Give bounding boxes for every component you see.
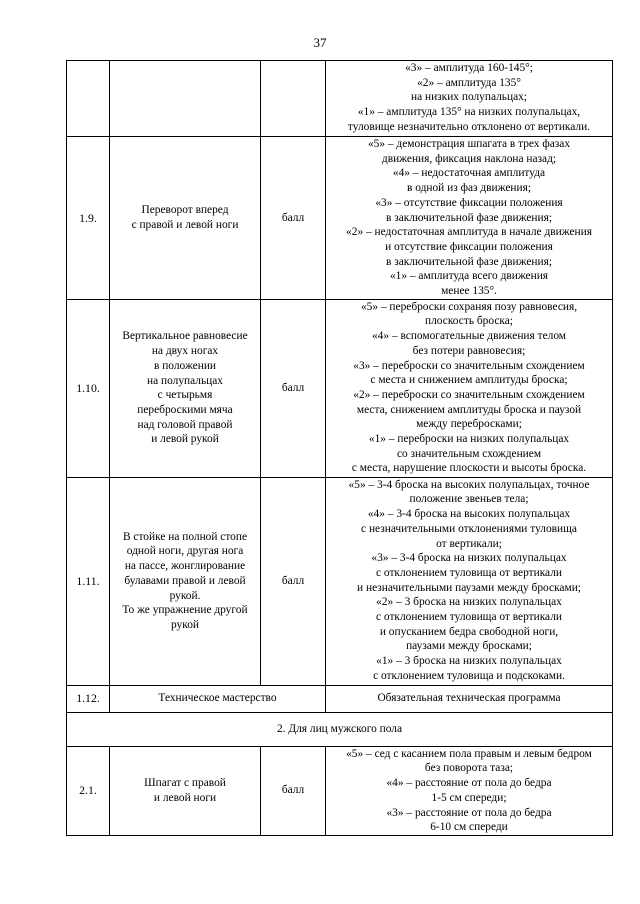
criteria-line: на низких полупальцах; — [410, 91, 528, 104]
unit-cell — [261, 61, 326, 137]
table-row-technical-mastery — [67, 685, 613, 712]
criteria-line: без потери равновесия; — [412, 344, 526, 357]
criteria-line: «4» – расстояние от пола до бедра — [386, 777, 552, 790]
criteria-line: «5» – 3-4 броска на высоких полупальцах, точное — [348, 478, 590, 491]
criteria-line: положение звеньев тела; — [409, 493, 529, 506]
norms-table-body — [67, 61, 613, 836]
criteria-line: «5» – переброски сохраняя позу равновесия, — [360, 300, 578, 313]
criteria-line: «4» – недостаточная амплитуда — [392, 167, 546, 180]
exercise-name: Переворот вперед с правой и левой ноги — [110, 137, 261, 300]
criteria-line: менее 135°. — [441, 285, 497, 298]
unit-cell: балл — [261, 746, 326, 835]
criteria-cell — [326, 299, 613, 477]
criteria-line: с места, нарушение плоскости и высоты броска. — [351, 462, 587, 475]
criteria-line: места, снижением амплитуды броска и паузой — [356, 403, 582, 416]
row-number: 1.10. — [67, 299, 110, 477]
criteria-line: паузами между бросками; — [406, 640, 532, 653]
table-row — [67, 61, 613, 137]
row-number: 1.12. — [67, 685, 110, 712]
criteria-line: плоскость броска; — [425, 315, 513, 328]
table-row — [67, 746, 613, 835]
criteria-line: с незначительными отклонениями туловища — [361, 522, 577, 535]
criteria-line: и отсутствие фиксации положения — [385, 240, 553, 253]
criteria-line: и опусканием бедра свободной ноги, — [379, 625, 559, 638]
criteria-line: между перебросками; — [416, 418, 522, 431]
criteria-line: без поворота таза; — [424, 762, 514, 775]
criteria-line: «1» – амплитуда всего движения — [389, 270, 549, 283]
exercise-name: Шпагат с правой и левой ноги — [110, 746, 261, 835]
criteria-cell — [326, 61, 613, 137]
table-row — [67, 299, 613, 477]
criteria-line: «2» – переброски со значительным схождением — [353, 388, 585, 401]
unit-cell: балл — [261, 137, 326, 300]
exercise-name: В стойке на полной стопе одной ноги, другая нога на пассе, жонглирование булавами правой и левой рукой. То же упражнение другой рукой — [110, 477, 261, 685]
criteria-line: «1» – переброски на низких полупальцах — [368, 433, 570, 446]
section-title: 2. Для лиц мужского пола — [67, 712, 613, 746]
table-row — [67, 137, 613, 300]
criteria-line: с отклонением туловища от вертикали — [376, 566, 562, 579]
criteria-cell — [326, 746, 613, 835]
criteria-line: с отклонением туловища от вертикали — [376, 611, 562, 624]
criteria-line: «2» – амплитуда 135° — [417, 76, 521, 89]
criteria-line: со значительным схождением — [396, 447, 542, 460]
criteria-line: «3» – переброски со значительным схождением — [353, 359, 585, 372]
criteria-line: туловище незначительно отклонено от вертикали. — [347, 120, 591, 133]
criteria-line: с места и снижением амплитуды броска; — [370, 374, 568, 387]
unit-cell: балл — [261, 299, 326, 477]
criteria-line: «2» – 3 броска на низких полупальцах — [376, 596, 562, 609]
criteria-line: «3» – 3-4 броска на низких полупальцах — [371, 552, 567, 565]
criteria-cell — [326, 137, 613, 300]
unit-cell: балл — [261, 477, 326, 685]
criteria-cell: Обязательная техническая программа — [326, 685, 613, 712]
norms-table — [66, 60, 613, 836]
criteria-line: и незначительными паузами между бросками; — [357, 581, 581, 594]
criteria-line: в заключительной фазе движения; — [385, 255, 553, 268]
criteria-line: 6-10 см спереди — [430, 821, 508, 834]
criteria-line: от вертикали; — [436, 537, 502, 550]
criteria-line: «4» – вспомогательные движения телом — [371, 330, 567, 343]
criteria-line: 1-5 см спереди; — [431, 791, 507, 804]
criteria-line: «3» – расстояние от пола до бедра — [386, 806, 552, 819]
criteria-line: «2» – недостаточная амплитуда в начале движения — [346, 226, 592, 239]
criteria-cell — [326, 477, 613, 685]
criteria-line: в заключительной фазе движения; — [385, 211, 553, 224]
row-number: 1.11. — [67, 477, 110, 685]
criteria-line: «1» – 3 броска на низких полупальцах — [376, 655, 562, 668]
exercise-name: Техническое мастерство — [110, 685, 326, 712]
section-header-row — [67, 712, 613, 746]
row-number: 1.9. — [67, 137, 110, 300]
criteria-line: с отклонением туловища и подскоками. — [373, 669, 565, 682]
criteria-line: «5» – сед с касанием пола правым и левым бедром — [346, 747, 592, 760]
criteria-line: «5» – демонстрация шпагата в трех фазах — [367, 138, 571, 150]
criteria-line: движения, фиксация наклона назад; — [381, 152, 557, 165]
criteria-line: «1» – амплитуда 135° на низких полупальцах, — [357, 106, 581, 119]
row-number: 2.1. — [67, 746, 110, 835]
page-number: 37 — [313, 35, 327, 50]
criteria-line: «4» – 3-4 броска на высоких полупальцах — [367, 508, 571, 521]
criteria-line: в одной из фаз движения; — [407, 182, 531, 195]
criteria-line: «3» – отсутствие фиксации положения — [375, 196, 563, 209]
exercise-name — [110, 61, 261, 137]
exercise-name: Вертикальное равновесие на двух ногах в положении на полупальцах с четырьмя переброскими мяча над головой правой и левой рукой — [110, 299, 261, 477]
row-number — [67, 61, 110, 137]
criteria-line: «3» – амплитуда 160-145°; — [405, 62, 533, 74]
table-row — [67, 477, 613, 685]
